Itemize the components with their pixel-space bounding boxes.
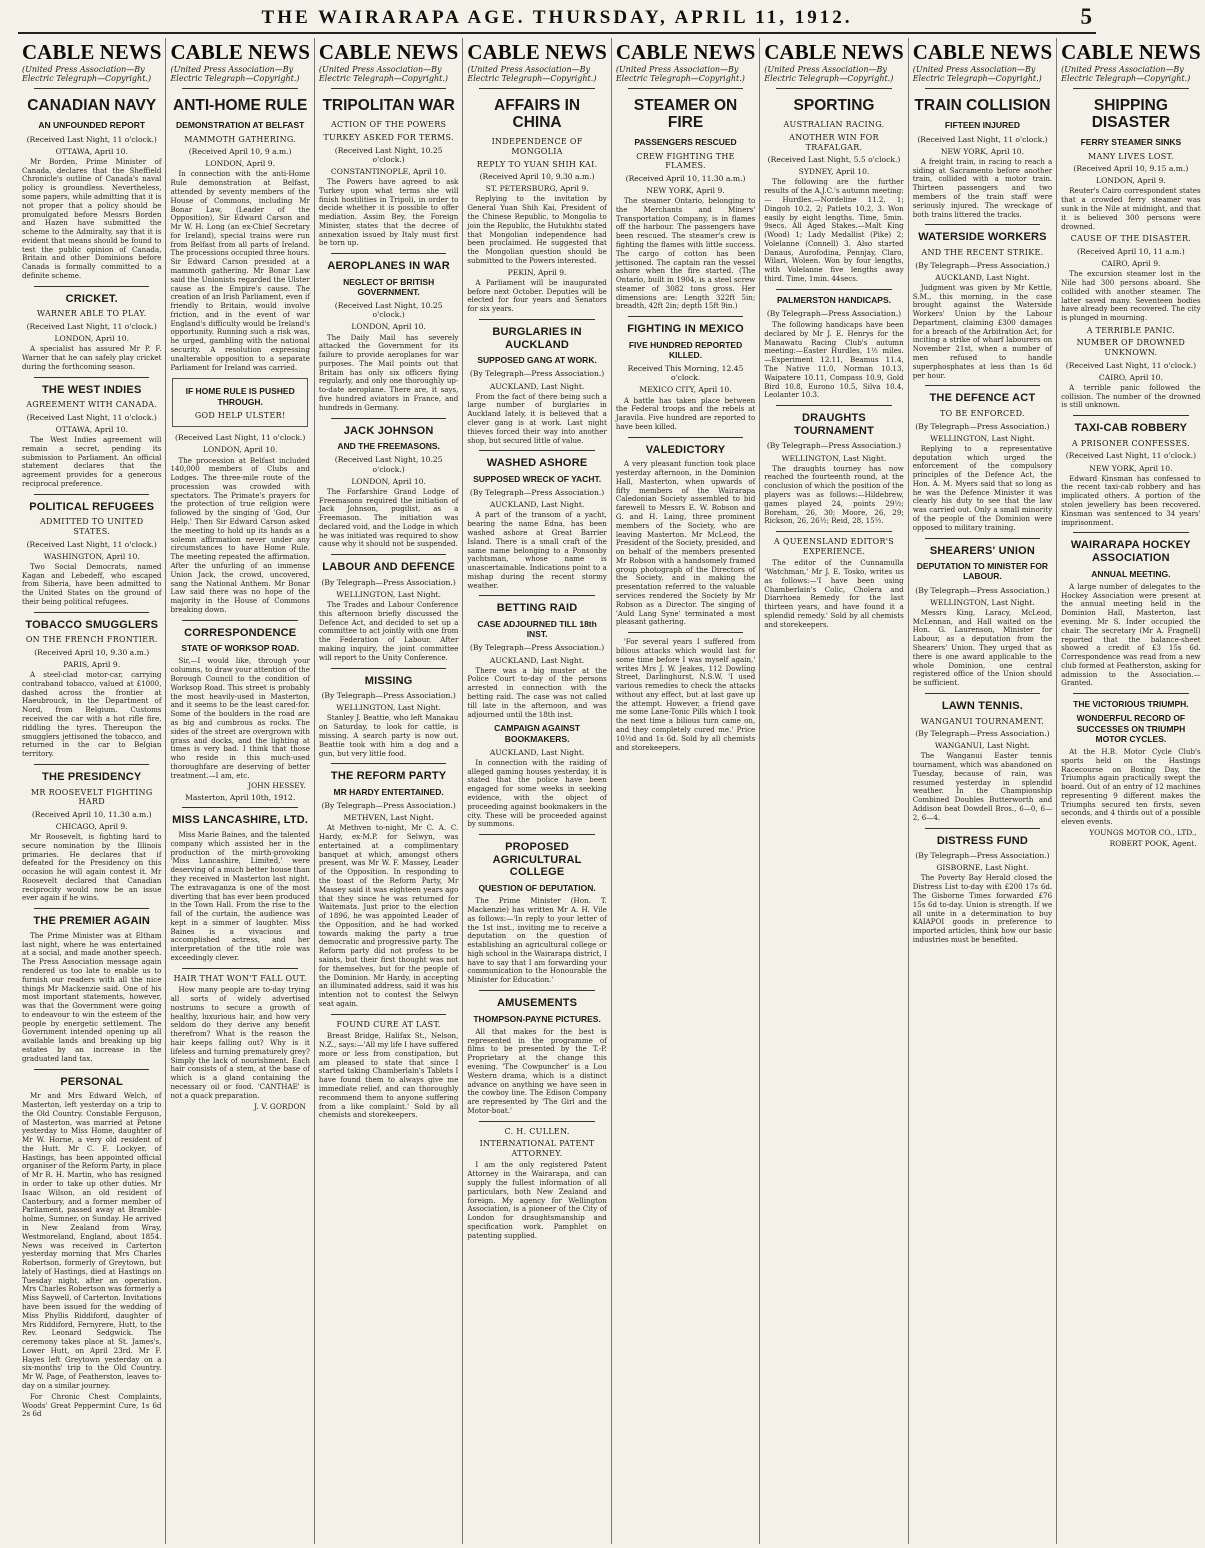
- section-title: LAWN TENNIS.: [941, 699, 1024, 712]
- section-title: THE PREMIER AGAIN: [33, 915, 151, 928]
- article-subtitle-2: MANY LIVES LOST.: [1088, 151, 1174, 161]
- received-note: (Received Last Night, 11 o'clock.): [26, 539, 157, 549]
- section-title: POLITICAL REFUGEES: [29, 500, 155, 513]
- section-body: The following handicaps have been declared by Mr J. E. Henrys for the Manawatu Racing Club's autumn meeting:—Easter Hurdles, 1½ miles.—Experiment 12.11, Beamus 11.4, The Native 11.0, Norman 10.13, Waipatere 10.11, Compass 10.9, Gold Bird 10.8, Eurono 10.5, Silva 10.4, Leolanter 10.3.: [764, 320, 904, 400]
- received-note: (Received April 10, 11.30 a.m.): [31, 809, 152, 819]
- advert-body: How many people are to-day trying all sorts of widely advertised nostrums to secure a growth of healthy, luxurious hair, and how very seldom do they derive any benefit therefrom? What is the reason the hair keeps falling out? Why is it lifeless and turning prematurely grey? Simply the lack of nourishment. Each hair consists of a stem, at the base of which is a gland containing the necessary oil or food. 'CANTHAE' is not a quack preparation.: [170, 985, 310, 1100]
- article-body: Mr Borden, Prime Minister of Canada, declares that the Sheffield Chronicle's outline of Canada's naval policy is groundless. Nevertheless, some papers, while admitting that it is not proper that a policy should be promulgated before Messrs Borden and Hazen have submitted the scheme to the Admiralty, say that it is evident that means should be found to test the public opinion of Canada, Britain and other Dominions before Canada is formally committed to a definite scheme.: [22, 156, 162, 280]
- divider: [182, 807, 297, 808]
- section-title: FIGHTING IN MEXICO: [627, 323, 744, 336]
- divider: [628, 632, 743, 633]
- divider: [479, 319, 594, 320]
- advert-signature: YOUNGS MOTOR CO., LTD.,: [1089, 827, 1197, 837]
- section-subtitle: A TERRIBLE PANIC.: [1086, 325, 1176, 335]
- divider: [925, 385, 1040, 386]
- divider: [776, 88, 891, 89]
- received-note: (Received April 10, 11 a.m.): [1077, 246, 1185, 256]
- letter-date: Masterton, April 10th, 1912.: [185, 793, 296, 803]
- section-subtitle: FIVE HUNDRED REPORTED KILLED.: [628, 339, 743, 361]
- dateline: OTTAWA, April 10.: [55, 146, 128, 156]
- divider: [628, 316, 743, 317]
- dateline: LONDON, April 10.: [351, 476, 426, 486]
- box-title: IF HOME RULE IS PUSHED THROUGH.: [185, 386, 295, 407]
- section-subtitle: WANGANUI TOURNAMENT.: [920, 716, 1045, 726]
- article-subtitle: INDEPENDENCE OF MONGOLIA: [491, 137, 583, 157]
- section-title: THE PRESIDENCY: [42, 770, 142, 783]
- column-heading: CABLE NEWS: [615, 40, 756, 64]
- received-note: (Received Last Night, 5.5 o'clock.): [767, 155, 901, 165]
- attribution: (United Press Association—By Electric Telegraph—Copyright.): [764, 65, 894, 84]
- article-subtitle: ACTION OF THE POWERS: [330, 120, 447, 130]
- section-subtitle: ON THE FRENCH FRONTIER.: [25, 635, 158, 645]
- section-subtitle: ADMITTED TO UNITED STATES.: [39, 517, 144, 536]
- article-body: A freight train, in racing to reach a siding at Sacramento before another train, collided with a motor train. Thirteen passengers and two members of the train staff were seriously injured. The wreckage of both trains littered the tracks.: [912, 156, 1053, 219]
- advert-body: Breast Bridge, Halifax St., Nelson, N.Z., says:—'All my life I have suffered more or less from constipation, but am pleased to state that since I started taking Chamberlain's Tablets I have found them to always give me immediate relief, and can thoroughly recommend them to anyone suffering from a like complaint.' Sold by all chemists and storekeepers.: [318, 1031, 459, 1120]
- section-title: THE DEFENCE ACT: [929, 392, 1036, 405]
- advertisement: For Chronic Chest Complaints, Woods' Great Peppermint Cure, 1s 6d 2s 6d: [22, 1391, 162, 1419]
- divider: [331, 668, 446, 669]
- section-subtitle: CAUSE OF THE DISASTER.: [1070, 234, 1192, 244]
- column-1: [18, 38, 165, 1544]
- section-title: BURGLARIES IN AUCKLAND: [492, 325, 582, 351]
- received-note: Received This Morning, 12.45 o'clock.: [627, 364, 744, 383]
- section-subtitle: SUPPOSED GANG AT WORK.: [477, 355, 597, 366]
- attribution: (United Press Association—By Electric Telegraph—Copyright.): [1061, 65, 1191, 84]
- section-body: The Forfarshire Grand Lodge of Freemasons required the initiation of Jack Johnson, pugilist, as a Freemason. The initiation was declared void, and the Lodge in which he was initiated was required to show cause why it should not be suspended.: [318, 486, 459, 549]
- dateline: METHVEN, Last Night.: [343, 813, 434, 823]
- received-note: (Received Last Night, 11 o'clock.): [917, 134, 1048, 144]
- section-subtitle-2: (By Telegraph—Press Association.): [321, 801, 456, 811]
- dateline: CAIRO, April 10.: [1098, 372, 1163, 382]
- divider: [628, 437, 743, 438]
- divider: [34, 377, 149, 378]
- received-note: (Received Last Night, 11 o'clock.): [26, 134, 157, 144]
- advert-title: FOUND CURE AT LAST.: [336, 1019, 441, 1029]
- dateline: MEXICO CITY, April 10.: [639, 385, 732, 395]
- received-note: (Received Last Night, 10.25 o'clock.): [334, 145, 443, 164]
- section-body: Mr Roosevelt, is fighting hard to secure nomination by the Illinois primaries. He declares that if defeated for the Presidency on this occasion he will again contest it. Mr Roosevelt declared that Canadian reciprocity would now be an issue ever again if he wins.: [22, 831, 162, 903]
- section-title: AEROPLANES IN WAR: [327, 260, 450, 273]
- section-title: CRICKET.: [65, 292, 118, 305]
- article-title: STEAMER ON FIRE: [633, 97, 738, 132]
- section-subtitle: (By Telegraph—Press Association.): [766, 441, 902, 451]
- section-title: AMUSEMENTS: [496, 996, 578, 1009]
- section-body: Edward Kinsman has confessed to the recent taxi-cab robbery and has implicated others. A portion of the stolen jewellery has been recovered. Kinsman was sentenced to 34 years' imprisonment.: [1061, 473, 1201, 527]
- section-body: The West Indies agreement will remain a secret, pending its submission to Parliament. An official statement declares that the agreement provides for a generous reciprocal preference.: [22, 435, 162, 488]
- article-body: The Powers have agreed to ask Turkey upon what terms she will finish hostilities in Tripoli, in order to decide whether it is possible to offer mediation. Assim Bey, the Foreign Minister, states that the decree of annexation issued by Italy must first be torn up.: [318, 176, 459, 248]
- attribution: (United Press Association—By Electric Telegraph—Copyright.): [912, 65, 1042, 84]
- section-title: MISSING: [364, 674, 413, 687]
- section-subtitle-2: (By Telegraph—Press Association.): [915, 260, 1050, 270]
- section-title: PALMERSTON HANDICAPS.: [777, 294, 891, 305]
- received-note: (Received April 10, 11.30 a.m.): [625, 173, 746, 183]
- article-title: ANTI-HOME RULE: [173, 97, 308, 115]
- columns-container: [18, 38, 1201, 1544]
- section-body: A battle has taken place between the Federal troops and the rebels at Jaravila. Five hundred are reported to have been killed.: [615, 395, 756, 431]
- dateline: ST. PETERSBURG, April 9.: [485, 184, 589, 194]
- section-subtitle: QUESTION OF DEPUTATION.: [478, 882, 596, 893]
- received-note: (Received April 10, 9.30 a.m.): [34, 647, 150, 657]
- dateline: WELLINGTON, Last Night.: [336, 589, 441, 599]
- section-body: The Prime Minister was at Eltham last night, where he was entertained at a social, and made another speech. The Press Association message again rendered us too late to enable us to furnish our readers with all the nice things Mr Mackenzie said. One of his most important statements, however, was that the Government were going to endeavour to win the esteem of the people by energetic settlement. The Government intended opening up all available lands and breaking up big estates by an increase in the graduated land tax.: [22, 930, 162, 1063]
- dateline: AUCKLAND, Last Night.: [489, 500, 585, 510]
- article-body: In connection with the anti-Home Rule demonstration at Belfast, attended by seventy members of the House of Commons, including Mr Bonar Law, (Leader of the Opposition), Sir Edward Carson and Mr W. H. Long (an ex-Chief Secretary for Ireland), special trains were run from Belfast from all parts of Ireland. The processions occupied three hours. Sir Edward Carson presided at a mammoth gathering. Mr Bonar Law said the Unionists regarded the Ulster cause as the Empire's cause. The creation of an Irish Parliament, even if friendly to Britain, would involve friction, and in the event of war England's difficulty would be Ireland's opportunity. Running such a risk was, he urged, gambling with the national security. A resolution expressing unalterable opposition to a separate Parliament for Ireland was carried.: [170, 169, 310, 372]
- advert-signature-2: ROBERT POOK, Agent.: [1109, 838, 1197, 848]
- dateline: SYDNEY, April 10.: [798, 167, 870, 177]
- article-title: SPORTING: [793, 97, 875, 115]
- divider: [925, 538, 1040, 539]
- column-heading: CABLE NEWS: [22, 40, 162, 64]
- divider: [925, 88, 1040, 89]
- section-subtitle: (By Telegraph—Press Association.): [321, 691, 456, 701]
- received-note: (Received Last Night, 11 o'clock.): [1065, 451, 1197, 461]
- attribution: (United Press Association—By Electric Telegraph—Copyright.): [318, 65, 448, 84]
- advert-body: I am the only registered Patent Attorney in the Wairarapa, and can supply the fullest information of all particulars, both New Zealand and foreign. My agency for Wellington Association, is a pioneer of the City of London for draughtsmanship and specification work. Pamphlet on patenting supplied.: [467, 1160, 607, 1240]
- article-title: TRAIN COLLISION: [914, 97, 1051, 115]
- section-body: At Methven to-night, Mr C. A. C. Hardy, ex-M.P. for Selwyn, was entertained at a complimentary banquet at which, amongst others present, was Mr W. F. Massey, Leader of the Opposition. In responding to the toast of the Reform Party, Mr Massey said it was eighteen years ago that they since he was returned for Waitemata. Just prior to the election of 1896, he was appointed Leader of the Opposition, and he had worked towards making the party a true democratic and progressive party. The Reform party did not profess to be saints, but their first thought was not for themselves, but for the people of the Dominion. Mr Hardy, in accepting an illuminated address, said it was his intention not to contest the Selwyn seat again.: [318, 823, 459, 1008]
- divider: [34, 494, 149, 495]
- section-subtitle: CASE ADJOURNED TILL 18th INST.: [477, 619, 597, 640]
- section-subtitle-2: (By Telegraph—Press Association.): [469, 488, 605, 498]
- dateline: AUCKLAND, Last Night.: [489, 747, 585, 757]
- section-subtitle: A PRISONER CONFESSES.: [1071, 438, 1190, 448]
- section-body: At the H.B. Motor Cycle Club's sports held on the Hastings Racecourse on Boxing Day, the Triumphs again practically swept the board. Out of an entry of 12 machines representing 9 different makes the Triumphs secured ten firsts, seven seconds, and 4 thirds out of a possible eleven events.: [1061, 746, 1201, 827]
- dateline: PARIS, April 9.: [63, 660, 121, 669]
- divider: [34, 612, 149, 613]
- section-title: PERSONAL: [60, 1075, 124, 1088]
- section-title: WASHED ASHORE: [486, 457, 588, 470]
- section-subtitle: SUPPOSED WRECK OF YACHT.: [473, 473, 602, 484]
- column-2: [165, 38, 313, 1544]
- received-note: (Received Last Night, 10.25 o'clock.): [334, 455, 443, 474]
- dateline: WELLINGTON, Last Night.: [336, 703, 441, 713]
- section-subtitle-2: (By Telegraph—Press Association.): [915, 585, 1050, 595]
- dateline: WELLINGTON, Last Night.: [930, 433, 1035, 443]
- section-subtitle: (By Telegraph—Press Association.): [766, 308, 902, 318]
- newspaper-title: THE WAIRARAPA AGE. THURSDAY, APRIL 11, 1912.: [261, 7, 853, 28]
- article-body: The steamer Ontario, belonging to the Merchants and Miners' Transportation Company, is in flames off the harbour. The passengers have been rescued. The steamer's crew is fighting the flames with little success. The cargo of cotton has been jettisoned. The captain ran the vessel ashore when the fire started. (The Ontario, built in 1904, is a steel screw steamer of 3082 tons gross. Her dimensions are: Length 322ft 5in; breadth, 42ft 2in; depth 15ft 9in.): [615, 196, 756, 311]
- article-subtitle-2: ANOTHER WIN FOR TRAFALGAR.: [789, 133, 879, 152]
- section-subtitle: MR ROOSEVELT FIGHTING HARD: [30, 787, 153, 807]
- section-body: The excursion steamer lost in the Nile had 300 persons aboard. She collided with another steamer. The latter saved many. Seventeen bodies have already been recovered. The city is plunged in mourning.: [1061, 269, 1201, 323]
- divider: [331, 253, 446, 254]
- dateline: LONDON, April 9.: [205, 159, 276, 169]
- section-body: Messrs King, Laracy, McLeod, McLennan, and Hall waited on the Hon. G. Laurenson, Minister for Labour, as a deputation from the Shearers' Union. They urged that as there is one award applicable to the whole Dominion, one central registered office of the Union should be sufficient.: [912, 607, 1053, 688]
- divider: [925, 693, 1040, 694]
- divider: [925, 828, 1040, 829]
- dateline: CHICAGO, April 9.: [55, 821, 128, 831]
- section-body: The Daily Mail has severely attacked the Government for its failure to provide aeroplanes for war purposes. The Mail points out that Britain has only six officers flying regularly, and only one thoroughly up-to-date aeroplane. There are, it says, five hundred aviators in France, and hundreds in Germany.: [318, 332, 459, 412]
- section-title: A QUEENSLAND EDITOR'S EXPERIENCE.: [773, 537, 895, 556]
- section-subtitle: WARNER ABLE TO PLAY.: [36, 309, 147, 319]
- letter-body: Sir,—I would like, through your columns, to draw your attention of the Borough Council to the condition of Worksop Road. This street is probably the most heavily-used in Masterton, and it seems to be the least cared-for. Some of the boulders in the road are as big and cumbrous as rocks. The sides of the street are overgrown with grass and docks, and the lighting at times is very bad. I think that those who reside in this much-used thoroughfare are deserving of better treatment.—I am, etc.: [170, 656, 310, 780]
- section-body: Mr and Mrs Edward Welch, of Masterton, left yesterday on a trip to the Old Country. Constable Ferguson, of Masterton, was married at Petone yesterday to Miss Home, daughter of Mr W. Horne, a very old resident of the Hutt. Mr C. F. Lockyer, of Hastings, has been appointed official organiser of the Reform Party, in place of Mr R. H. Martin, who has resigned in order to take up other duties. Mr Isaac Wilson, an old resident of Canterbury, and a former member of Parliament, passed away at Bramble-holme, Sumner, on Sunday. He arrived in New Zealand from Wray, Westmoreland, England, about 1854. News was received in Carterton yesterday morning that Mrs Charles Robertson, formerly of Greytown, but lately of Hastings, died at Hastings on Tuesday night, after an operation. Mrs Charles Robertson was formerly a Miss Saywell, of Carterton. Invitations have been issued for the wedding of Miss Phyllis Riddiford, daughter of Mrs Riddiford, Fernyrere, Hutt, to the Rev. Leonard Sedgwick. The ceremony takes place at St. James's, Lower Hutt, on April 23rd. Mr F. Hayes left Greytown yesterday on a six-months' trip to the Old Country. Mr W. Page, of Featherston, leaves to-day on a similar journey.: [22, 1091, 162, 1390]
- divider: [1073, 88, 1188, 89]
- divider: [182, 88, 297, 89]
- column-heading: CABLE NEWS: [912, 40, 1053, 64]
- received-note: (Received April 10, 9 a.m.): [188, 147, 292, 157]
- divider: [479, 88, 594, 89]
- section-body: Two Social Democrats, named Kagan and Lebedeff, who escaped from Siberia, have been admitted to the United States on the ground of their being political refugees.: [22, 561, 162, 606]
- divider: [34, 908, 149, 909]
- dateline: LONDON, April 10.: [54, 334, 129, 344]
- article-subtitle-2: CREW FIGHTING THE FLAMES.: [636, 151, 735, 171]
- divider: [479, 1121, 594, 1122]
- section-body: A very pleasant function took place yesterday afternoon, in the Dominion Hall, Masterton, when upwards of fifty members of the Wairarapa Caledonian Society assembled to bid farewell to Messrs E. W. Robson and G. and H. Laing, three prominent members of the Society, who are leaving Masterton. Mr McLeod, the President of the Society, presided, and on behalf of the members presented Mr Robson with a handsomely framed group photograph of the Directors of the Society, and in making the presentation referred to the valuable services rendered the Society by Mr Robson as a Director. The singing of 'Auld Lang Syne' terminated a most pleasant gathering.: [615, 459, 756, 627]
- received-note: (Received April 10, 9.30 a.m.): [479, 172, 595, 182]
- divider: [34, 1069, 149, 1070]
- divider: [776, 289, 891, 290]
- divider: [479, 450, 594, 451]
- section-title: THE WEST INDIES: [41, 383, 142, 396]
- section-body: A specialist has assured Mr P. F. Warner that he can safely play cricket during the forthcoming season.: [22, 344, 162, 371]
- divider: [34, 286, 149, 287]
- section-body: The Poverty Bay Herald closed the Distress List to-day with £200 17s 6d. The Gisborne Times forwarded £76 15s 6d to-day. Union is strength. If we all unite in a determination to buy KAIAPOI goods in preference to imported articles, think how our basic industries must be benefited.: [912, 873, 1053, 944]
- section-title: TAXI-CAB ROBBERY: [1074, 422, 1188, 435]
- column-8: [1056, 38, 1204, 1544]
- article-body: Reuter's Cairo correspondent states that a crowded ferry steamer was sunk in the Nile at midnight, and that it is believed 300 persons were drowned.: [1061, 186, 1201, 231]
- dateline: NEW YORK, April 9.: [646, 185, 725, 195]
- divider: [1073, 532, 1188, 533]
- section-body: In connection with the raiding of alleged gaming houses yesterday, it is stated that the police have been engaged for some weeks in seeking evidence, with the object of proceeding against bookmakers in the city. These will be proceeded against by summons.: [467, 757, 607, 829]
- dateline: WASHINGTON, April 10.: [43, 551, 140, 561]
- article-subtitle: FIFTEEN INJURED: [944, 120, 1020, 131]
- section-subtitle: WONDERFUL RECORD OF SUCCESSES ON TRIUMPH MOTOR CYCLES.: [1076, 713, 1186, 744]
- attribution: (United Press Association—By Electric Telegraph—Copyright.): [22, 65, 152, 84]
- section-body: Judgment was given by Mr Kettle, S.M., this morning, in the case brought against the Waterside Workers' Union by the Labour Department, claiming £300 damages for a breach of the Arbitration Act, for inciting a strike of wharf labourers on November 21st, when a number of men refused to handle superphosphates at less than 1s 6d per hour.: [912, 282, 1053, 380]
- letter-signature: JOHN HESSEY.: [248, 781, 306, 791]
- column-heading: CABLE NEWS: [1061, 40, 1201, 64]
- section-body: The draughts tourney has now reached the fourteenth round, at the conclusion of which the position of the players was as follows:—Hildebrew, games played 24, points 29½; Boreham, 26, 30; Moore, 26, 29; Rickson, 26, 26½; Reid, 28, 15½.: [764, 463, 904, 526]
- section-title: THE VICTORIOUS TRIUMPH.: [1073, 699, 1189, 710]
- dateline: GISBORNE, Last Night.: [936, 863, 1029, 873]
- section-title: WATERSIDE WORKERS: [918, 231, 1047, 244]
- section-title: THE REFORM PARTY: [330, 770, 447, 783]
- section-body: Replying to a representative deputation which urged the enforcement of the compulsory principles of the Defence Act, the Hon. A. M. Myers said that so long as he was the Defence Minister it was clearly his duty to see that the law was carried out. Only a small minority of the people of the Dominion were opposed to military training.: [912, 443, 1053, 532]
- section-body: The editor of the Cunnamulla 'Watchman,' Mr J. E. Tosko, writes us as follows:—'I have been using Chamberlain's Colic, Cholera and Diarrhoea Remedy for the last thirteen years, and have found it a splendid remedy.' Sold by all chemists and storekeepers.: [764, 558, 904, 629]
- section-subtitle-2: (By Telegraph—Press Association.): [915, 729, 1050, 739]
- section-body: A steel-clad motor-car, carrying contraband tobacco, valued at £1000, dashed across the frontier at Haeubrouck, in the Department of Nord, from Belgium. Customs received the car with a hot rifle fire, riddling the tyres. Thereupon the smugglers jettisoned the tobacco, and returned in the car to Belgian territory.: [22, 670, 162, 759]
- boxed-heading: [172, 378, 307, 427]
- section-subtitle-2: (By Telegraph—Press Association.): [469, 369, 605, 379]
- article-body: The following are the further results of the A.J.C.'s autumn meeting:— Hurdles.—Nordeline 11.2, 1; Dingoh 10.2, 2; Patlets 10.2, 3. Won easily by eight lengths. Time, 5min. 9secs. All Aged Stakes.—Malt King (Wood) 1; Lady Medallist (Pike) 2; Volelanne (Connell) 3. Also started Danaus, Aurofodina, Pennjay, Claro, Wilari, Woleen. Won by four lengths, with Volelanne five lengths away third. Time, 1min. 44secs.: [764, 177, 904, 284]
- section-subtitle: (By Telegraph—Press Association.): [321, 577, 456, 587]
- divider: [331, 763, 446, 764]
- article-body: A Parliament will be inaugurated before next October. Deputies will be elected for four years and Senators for six years.: [467, 277, 607, 314]
- article-subtitle: PASSENGERS RESCUED: [634, 137, 737, 148]
- dateline: NEW YORK, April 10.: [1089, 463, 1173, 473]
- section-body: From the fact of there being such a large number of burglaries in Auckland lately, it is believed that a clever gang is at work. Last night thieves forced their way into another shop, but secured little of value.: [467, 391, 607, 445]
- received-note: (Received April 10, 9.15 a.m.): [1073, 164, 1189, 174]
- section-subtitle-2: (By Telegraph—Press Association.): [915, 421, 1050, 431]
- received-note: (Received Last Night, 10.25 o'clock.): [334, 301, 443, 320]
- divider: [776, 531, 891, 532]
- divider: [1073, 693, 1188, 694]
- article-subtitle-2: MAMMOTH GATHERING.: [184, 134, 297, 144]
- section-subtitle: MR HARDY ENTERTAINED.: [333, 786, 444, 797]
- received-note: (Received Last Night, 11 o'clock.): [175, 433, 306, 443]
- section-title: CAMPAIGN AGAINST BOOKMAKERS.: [494, 723, 581, 744]
- column-5: [611, 38, 759, 1544]
- article-body: Replying to the invitation by General Yuan Shih Kai, President of the Chinese Republic, to Mongolia to join the Republic, the Hutukhtu stated that Mongolian independence had been proclaimed. He suggested that the Mongolian question should be submitted to the Powers interested.: [467, 194, 607, 265]
- section-subtitle-2: (By Telegraph—Press Association.): [469, 643, 605, 653]
- dateline: LONDON, April 9.: [1096, 176, 1166, 186]
- section-body: The Trades and Labour Conference this afternoon briefly discussed the Defence Act, and decided to set up a committee to act jointly with one from the Federation of Labour. After making inquiry, the joint committee will report to the Unity Conference.: [318, 600, 459, 662]
- advert-title: HAIR THAT WON'T FALL OUT.: [173, 973, 307, 983]
- dateline: LONDON, April 10.: [202, 445, 278, 455]
- divider: [182, 620, 297, 621]
- divider: [628, 88, 743, 89]
- column-heading: CABLE NEWS: [318, 40, 459, 64]
- section-title: LABOUR AND DEFENCE: [322, 561, 455, 574]
- divider: [34, 88, 149, 89]
- divider: [1073, 415, 1188, 416]
- dateline: CONSTANTINOPLE, April 10.: [330, 166, 447, 176]
- section-subtitle: AND THE RECENT STRIKE.: [921, 247, 1044, 257]
- divider: [479, 595, 594, 596]
- dateline: PEKIN, April 9.: [507, 267, 567, 277]
- section-title: MISS LANCASHIRE, LTD.: [172, 814, 309, 827]
- divider: [776, 405, 891, 406]
- section-title: VALEDICTORY: [645, 443, 726, 456]
- section-subtitle-2: NUMBER OF DROWNED UNKNOWN.: [1076, 338, 1186, 358]
- section-subtitle: DEPUTATION TO MINISTER FOR LABOUR.: [916, 561, 1049, 582]
- dateline: WANGANUI, Last Night.: [934, 741, 1031, 751]
- divider: [331, 554, 446, 555]
- divider: [479, 990, 594, 991]
- column-4: [462, 38, 610, 1544]
- divider: [479, 834, 594, 835]
- section-subtitle: NEGLECT OF BRITISH GOVERNMENT.: [343, 276, 435, 298]
- article-title: AFFAIRS IN CHINA: [494, 97, 581, 132]
- section-body: Miss Marie Baines, and the talented company which assisted her in the production of the mirth-provoking 'Miss Lancashire, Limited,' were deserving of a much better house than they received in Masterton last night. The extravaganza is one of the most diverting that has ever been produced in the Town Hall. From the rise to the fall of the curtain, the audience was kept in a simmer of laughter. Miss Baines is a vivacious and accomplished actress, and her interpretation of the title role was exceedingly clever.: [170, 830, 310, 962]
- advert-title: C. H. CULLEN.: [504, 1126, 570, 1136]
- advert-body: 'For several years I suffered from bilious attacks which would last for some time before I was myself again,' writes Mrs J. W. Jeakes, 112 Dowling Street, Darlinghurst, N.S.W. 'I used various remedies to check the attacks without any effect, but at last gave up the attempt. However, a friend gave me some Lane-Tonic Pills which I took the next time a bilious turn came on, and they completely cured me.' Price 10½d and 1s 6d. Sold by all chemists and storekeepers.: [615, 637, 756, 752]
- section-subtitle: THOMPSON-PAYNE PICTURES.: [473, 1013, 601, 1024]
- advert-signature: J. V. GORDON: [254, 1101, 306, 1111]
- attribution: (United Press Association—By Electric Telegraph—Copyright.): [467, 65, 597, 84]
- section-title: DRAUGHTS TOURNAMENT: [793, 412, 874, 437]
- divider: [182, 968, 297, 969]
- section-subtitle: AND THE FREEMASONS.: [337, 441, 440, 452]
- masthead: [18, 4, 1096, 34]
- attribution: (United Press Association—By Electric Telegraph—Copyright.): [615, 65, 745, 84]
- article-title: CANADIAN NAVY: [27, 97, 157, 115]
- column-heading: CABLE NEWS: [764, 40, 904, 64]
- section-subtitle: ANNUAL MEETING.: [1091, 568, 1171, 579]
- article-subtitle: FERRY STEAMER SINKS: [1080, 137, 1182, 148]
- section-body: All that makes for the best is represented in the programme of films to be presented by the T.-P. Proprietary at the change this evening. 'The Cowpuncher' is a Lou Western drama, which is a distinct advance on anything we have seen in the cowboy line. The Edison Company are represented by 'The Girl and the Motor-boat.': [467, 1026, 607, 1115]
- received-note: (Received Last Night, 11 o'clock.): [1065, 360, 1197, 370]
- column-heading: CABLE NEWS: [170, 40, 310, 64]
- column-3: [314, 38, 462, 1544]
- section-title: CORRESPONDENCE: [184, 626, 297, 639]
- dateline: CAIRO, April 9.: [1101, 259, 1161, 269]
- section-title: JACK JOHNSON: [343, 424, 434, 437]
- dateline: WELLINGTON, Last Night.: [930, 597, 1035, 607]
- received-note: (Received Last Night, 11 o'clock.): [26, 412, 157, 422]
- article-title: TRIPOLITAN WAR: [322, 97, 455, 115]
- article-subtitle: AN UNFOUNDED REPORT: [38, 120, 146, 131]
- divider: [331, 1014, 446, 1015]
- section-title: PROPOSED AGRICULTURAL COLLEGE: [492, 841, 582, 879]
- section-body: There was a big muster at the Police Court to-day of the persons arrested in connection with the betting raid. The case was not called till late in the afternoon, and was adjourned until the 18th inst.: [467, 665, 607, 719]
- section-subtitle: AGREEMENT WITH CANADA.: [26, 400, 158, 410]
- column-6: [759, 38, 907, 1544]
- section-body: Stanley J. Beattie, who left Manakau on Saturday, to look for cattle, is missing. A search party is now out. Beattie took with him a dog and a gun, but very little food.: [318, 713, 459, 758]
- article-body: The procession at Belfast included 140,000 members of Clubs and Lodges. The three-mile route of the procession was crowded with spectators. The Primate's prayers for the protection of true religion were followed by the singing of 'God, Our Help.' Then Sir Edward Carson asked the meeting to hold up its hands as a solemn affirmation never under any circumstances to have Home Rule. The meeting repeated the affirmation. After the unfurling of an immense Union Jack, the crowd, uncovered, sang the National Anthem. Mr Bonar Law said there was no hope of the majority in the House of Commons breaking down.: [170, 455, 310, 614]
- section-title: DISTRESS FUND: [936, 834, 1029, 847]
- section-body: The Wanganui Easter tennis tournament, which was abandoned on Tuesday, because of rain, was resumed yesterday in splendid weather. In the Championship Combined Doubles Butterworth and Addison beat Dowdell Bros., 6—0, 6—2, 6—4.: [912, 751, 1053, 822]
- section-subtitle: STATE OF WORKSOP ROAD.: [181, 643, 299, 654]
- page-number: 5: [1080, 4, 1092, 29]
- received-note: (Received Last Night, 11 o'clock.): [26, 322, 157, 331]
- box-subtitle: GOD HELP ULSTER!: [194, 410, 286, 420]
- article-subtitle-2: REPLY TO YUAN SHIH KAI.: [476, 159, 598, 169]
- dateline: AUCKLAND, Last Night.: [489, 381, 585, 391]
- section-body: The Prime Minister (Hon. T. Mackenzie) has written Mr A. H. Vile as follows:—'In reply to your letter of the 1st inst., inviting me to receive a deputation on the question of establishing an agricultural college or high school in the Wairarapa district, I have to say that I am forwarding your communication to the Honourable the Minister for Education.': [467, 896, 607, 985]
- dateline: OTTAWA, April 10.: [55, 424, 128, 434]
- divider: [34, 764, 149, 765]
- section-title: WAIRARAPA HOCKEY ASSOCIATION: [1070, 539, 1191, 564]
- column-7: [908, 38, 1056, 1544]
- section-title: BETTING RAID: [496, 602, 578, 615]
- article-subtitle: AUSTRALIAN RACING.: [783, 120, 885, 130]
- divider: [925, 224, 1040, 225]
- section-body: A part of the transom of a yacht, bearing the name Edna, has been washed ashore at Great Barrier Island. There is a small craft of the same name belonging to a Ponsonby yachtsman, whose name is unascertainable. Indications point to a mishap during the recent stormy weather.: [467, 510, 607, 590]
- article-subtitle: DEMONSTRATION AT BELFAST: [176, 120, 305, 131]
- dateline: WELLINGTON, Last Night.: [781, 453, 887, 463]
- article-subtitle-2: TURKEY ASKED FOR TERMS.: [323, 133, 454, 143]
- dateline: AUCKLAND, Last Night.: [489, 655, 585, 665]
- dateline: LONDON, April 10.: [351, 322, 426, 332]
- divider: [331, 418, 446, 419]
- article-title: SHIPPING DISASTER: [1091, 97, 1171, 132]
- section-title: TOBACCO SMUGGLERS: [25, 618, 159, 631]
- divider: [331, 88, 446, 89]
- section-title: SHEARERS' UNION: [929, 544, 1036, 557]
- section-subtitle: TO BE ENFORCED.: [940, 408, 1025, 418]
- column-heading: CABLE NEWS: [467, 40, 607, 64]
- section-body: A large number of delegates to the Hockey Association were present at the annual meeting held in the Dominion Hall, Masterton, last evening. Mr S. Inder occupied the chair. The secretary (Mr A. Fragnell) reported that the balance-sheet showed a credit of £3 15s 6d. Correspondence was read from a new club formed at Featherston, asking for admission to the Association.—Granted.: [1061, 581, 1201, 688]
- attribution: (United Press Association—By Electric Telegraph—Copyright.): [170, 65, 300, 84]
- advert-subtitle: INTERNATIONAL PATENT ATTORNEY.: [479, 1139, 595, 1158]
- dateline: AUCKLAND, Last Night.: [935, 272, 1030, 282]
- dateline: NEW YORK, April 10.: [940, 146, 1025, 156]
- section-body: A terrible panic followed the collision. The number of the drowned is still unknown.: [1061, 382, 1201, 410]
- section-subtitle: (By Telegraph—Press Association.): [915, 851, 1050, 861]
